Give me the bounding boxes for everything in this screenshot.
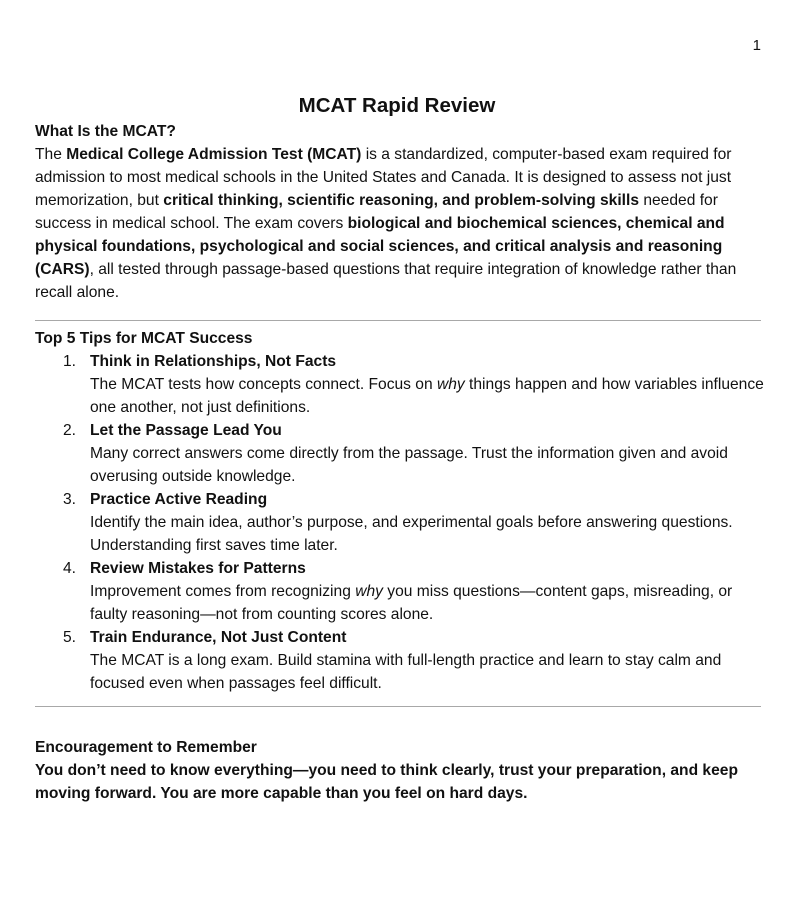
tip-number: 5. xyxy=(63,629,77,646)
intro-run: The xyxy=(35,146,67,163)
tips-list xyxy=(35,350,770,695)
encouragement-heading: Encouragement to Remember xyxy=(35,739,257,756)
tip-body-run-italic: why xyxy=(355,583,383,600)
tip-item xyxy=(35,626,770,695)
tip-number: 1. xyxy=(63,353,77,370)
page-number: 1 xyxy=(752,37,761,54)
intro-run-bold: critical thinking, scientific reasoning, and problem-solving skills xyxy=(163,192,639,209)
tip-number: 3. xyxy=(63,491,77,508)
tips-section xyxy=(35,327,770,695)
tip-body-run-italic: why xyxy=(436,376,465,393)
intro-run: is a standardized, computer-based exam required for admission to most medical schools in the United States and Canada. It is designed to assess not just memorization, but xyxy=(35,146,732,209)
intro-heading: What Is the MCAT? xyxy=(35,123,176,140)
tip-body xyxy=(90,511,770,557)
tip-body xyxy=(90,442,770,488)
tip-item xyxy=(35,488,770,557)
intro-run-bold: biological and biochemical sciences, chemical and physical foundations, psychological and social sciences, and critical analysis and reasoning (CARS) xyxy=(35,215,725,278)
tip-title: Review Mistakes for Patterns xyxy=(90,560,306,577)
tip-title: Practice Active Reading xyxy=(90,491,268,508)
tip-body-run: Identify the main idea, author’s purpose, and experimental goals before answering questions. Understanding first saves time later. xyxy=(90,514,733,554)
tip-body-run: Improvement comes from recognizing xyxy=(90,583,356,600)
tips-heading: Top 5 Tips for MCAT Success xyxy=(35,330,253,347)
tip-body-run: you miss questions—content gaps, misreading, or faulty reasoning—not from counting scores alone. xyxy=(90,583,733,623)
intro-run: needed for success in medical school. The exam covers xyxy=(35,192,718,232)
intro-section xyxy=(35,120,770,304)
intro-paragraph xyxy=(35,143,770,304)
encouragement-body: You don’t need to know everything—you need to think clearly, trust your preparation, and keep moving forward. You are more capable than you feel on hard days. xyxy=(35,762,738,802)
tip-title: Think in Relationships, Not Facts xyxy=(90,353,337,370)
tip-title: Train Endurance, Not Just Content xyxy=(90,629,347,646)
tip-body xyxy=(90,373,770,419)
tip-body-run: things happen and how variables influence one another, not just definitions. xyxy=(90,376,764,416)
tip-body-run: Many correct answers come directly from the passage. Trust the information given and avoid overusing outside knowledge. xyxy=(90,445,728,485)
encouragement-section xyxy=(35,736,770,805)
section-divider xyxy=(35,706,761,707)
tip-body xyxy=(90,649,770,695)
page-title: MCAT Rapid Review xyxy=(298,94,496,117)
tip-body-run: The MCAT is a long exam. Build stamina with full-length practice and learn to stay calm and focused even when passages feel difficult. xyxy=(90,652,722,692)
intro-run: , all tested through passage-based questions that require integration of knowledge rather than recall alone. xyxy=(35,261,737,301)
intro-run-bold: Medical College Admission Test (MCAT) xyxy=(66,146,362,163)
tip-item xyxy=(35,557,770,626)
tip-item xyxy=(35,350,770,419)
tip-item xyxy=(35,419,770,488)
tip-title: Let the Passage Lead You xyxy=(90,422,282,439)
tip-body xyxy=(90,580,770,626)
tip-number: 2. xyxy=(63,422,77,439)
tip-number: 4. xyxy=(63,560,77,577)
section-divider xyxy=(35,320,761,321)
tip-body-run: The MCAT tests how concepts connect. Focus on xyxy=(90,376,437,393)
